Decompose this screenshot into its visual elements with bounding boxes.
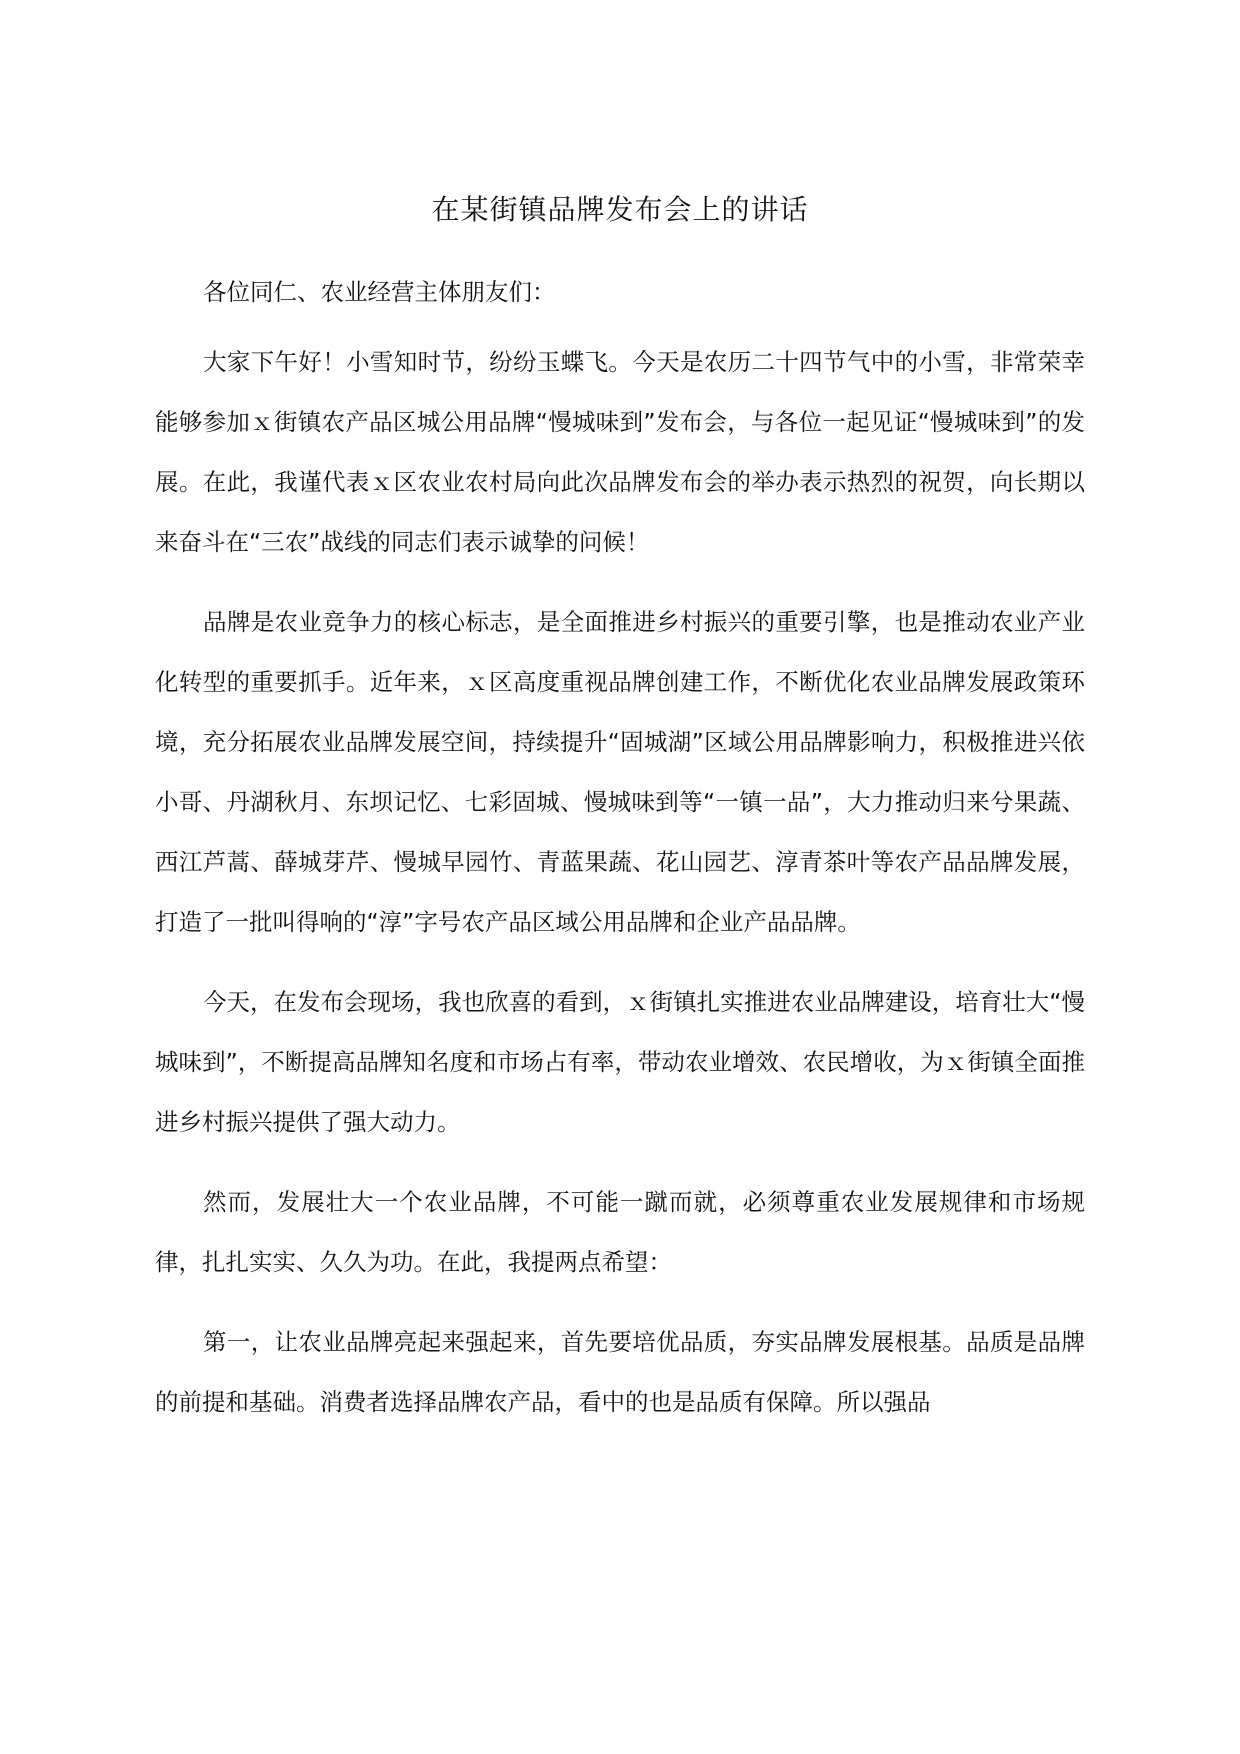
paragraph-first-hope: 第一，让农业品牌亮起来强起来，首先要培优品质，夯实品牌发展根基。品质是品牌的前提和基础。消费者选择品牌农产品，看中的也是品质有保障。所以强品: [155, 1328, 1085, 1416]
paragraph-brand-progress: 今天，在发布会现场，我也欣喜的看到，ｘ街镇扎实推进农业品牌建设，培育壮大“慢城味到”，不断提高品牌知名度和市场占有率，带动农业增效、农民增收，为ｘ街镇全面推进乡村振兴提供了强大动力。: [155, 988, 1085, 1136]
salutation: 各位同仁、农业经营主体朋友们：: [203, 278, 556, 306]
paragraph-brand-importance: 品牌是农业竞争力的核心标志，是全面推进乡村振兴的重要引擎，也是推动农业产业化转型的重要抓手。近年来，ｘ区高度重视品牌创建工作，不断优化农业品牌发展政策环境，充分拓展农业品牌发展空间，持续提升“固城湖”区域公用品牌影响力，积极推进兴依小哥、丹湖秋月、东坝记忆、七彩固城、慢城味到等“一镇一品”，大力推动归来兮果蔬、西江芦蒿、薛城芽芹、慢城早园竹、青蓝果蔬、花山园艺、淳青茶叶等农产品品牌发展，打造了一批叫得响的“淳”字号农产品区域公用品牌和企业产品品牌。: [155, 608, 1085, 936]
document-body: [155, 272, 1085, 1452]
document-title: 在某街镇品牌发布会上的讲话: [431, 193, 809, 226]
paragraph-hopes-intro: 然而，发展壮大一个农业品牌，不可能一蹴而就，必须尊重农业发展规律和市场规律，扎扎实实、久久为功。在此，我提两点希望：: [155, 1188, 1085, 1276]
paragraph-greeting: 大家下午好！小雪知时节，纷纷玉蝶飞。今天是农历二十四节气中的小雪，非常荣幸能够参加ｘ街镇农产品区城公用品牌“慢城味到”发布会，与各位一起见证“慢城味到”的发展。在此，我谨代表ｘ区农业农村局向此次品牌发布会的举办表示热烈的祝贺，向长期以来奋斗在“三农”战线的同志们表示诚挚的问候！: [155, 348, 1085, 556]
